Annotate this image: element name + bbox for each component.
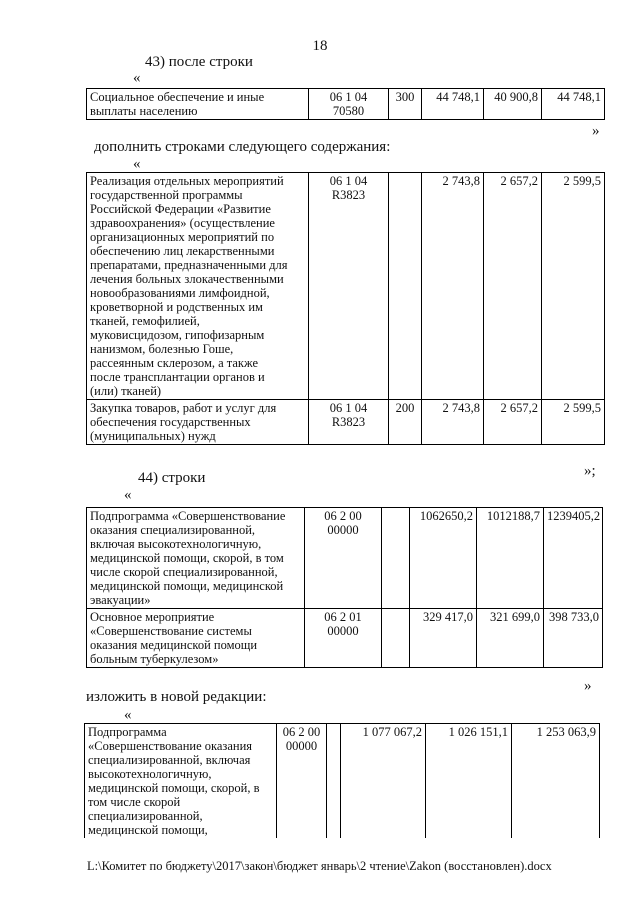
row-name-line: медицинской помощи, скорой, в — [88, 781, 260, 795]
item-44-open-quote: « — [124, 487, 132, 503]
item-43-heading: 43) после строки — [145, 54, 253, 70]
row-name-line: медицинской помощи, скорой, в том — [90, 551, 284, 565]
row-value-1: 329 417,0 — [410, 609, 477, 668]
row-expense-type — [382, 609, 410, 668]
row-name — [87, 609, 305, 668]
item-43-after-table — [86, 88, 605, 120]
item-44-close-quote: » — [584, 678, 592, 694]
row-expense-type — [389, 173, 422, 400]
row-name-line: лечения больных злокачественными — [90, 272, 284, 286]
row-name-line: высокотехнологичную, — [88, 767, 212, 781]
row-name-line: «Совершенствование системы — [90, 624, 252, 638]
row-code-line: R3823 — [331, 188, 366, 202]
row-code-line: 00000 — [327, 523, 359, 537]
item-43-new-rows-table — [86, 172, 605, 445]
row-expense-type: 200 — [389, 400, 422, 445]
row-name-line: обеспечения государственных — [90, 415, 251, 429]
item-43-add-heading: дополнить строками следующего содержания: — [94, 139, 391, 155]
row-code-line: 06 2 00 — [282, 725, 321, 739]
item-44-old-rows-table — [86, 507, 603, 668]
row-expense-type: 300 — [389, 89, 422, 120]
row-code-line: 06 1 04 — [329, 174, 368, 188]
item-43-close-quote: » — [592, 123, 600, 139]
table-row — [87, 400, 605, 445]
row-name-line: специализированной, включая — [88, 753, 251, 767]
row-name-line: Закупка товаров, работ и услуг для — [90, 401, 277, 415]
item-44-new-open-quote: « — [124, 707, 132, 723]
row-value-3: 1 253 063,9 — [512, 724, 600, 839]
table-row — [87, 173, 605, 400]
row-name-line: включая высокотехнологичную, — [90, 537, 262, 551]
table-row — [87, 609, 603, 668]
row-name-line: Подпрограмма «Совершенствование — [90, 509, 286, 523]
row-code-line: 00000 — [327, 624, 359, 638]
row-value-1: 2 743,8 — [422, 173, 484, 400]
row-name — [87, 89, 309, 120]
row-name-line: эвакуации» — [90, 593, 151, 607]
row-value-1: 2 743,8 — [422, 400, 484, 445]
row-value-2: 321 699,0 — [477, 609, 544, 668]
row-name-line: государственной программы — [90, 188, 243, 202]
row-value-3: 398 733,0 — [544, 609, 603, 668]
row-name-line: новообразованиями лимфоидной, — [90, 286, 270, 300]
row-code-line: 06 2 00 — [324, 509, 362, 523]
row-code — [309, 400, 389, 445]
row-name — [87, 400, 309, 445]
row-name-line: организационных мероприятий по — [90, 230, 275, 244]
row-value-3: 2 599,5 — [542, 173, 605, 400]
item-43-open-quote: « — [133, 70, 141, 86]
row-name-line: препаратами, предназначенными для — [90, 258, 288, 272]
row-name — [87, 508, 305, 609]
row-name — [87, 173, 309, 400]
row-name-line: после трансплантации органов и — [90, 370, 265, 384]
row-name-line: оказания медицинской помощи — [90, 638, 258, 652]
row-value-2: 2 657,2 — [484, 173, 542, 400]
row-name-line: Российской Федерации «Развитие — [90, 202, 271, 216]
row-name-line: медицинской помощи, — [88, 823, 208, 837]
row-name-line: больным туберкулезом» — [90, 652, 219, 666]
row-name-line: медицинской помощи, медицинской — [90, 579, 284, 593]
row-code-line: 06 1 04 — [329, 401, 368, 415]
row-value-1: 1 077 067,2 — [341, 724, 426, 839]
row-name-line: обеспечению лиц лекарственными — [90, 244, 275, 258]
row-name-line: здравоохранения» (осуществление — [90, 216, 275, 230]
row-name-line: рассеянным склерозом, а также — [90, 356, 259, 370]
row-name-line: оказания специализированной, — [90, 523, 256, 537]
table-row — [87, 508, 603, 609]
row-name-line: Основное мероприятие — [90, 610, 215, 624]
row-value-3: 2 599,5 — [542, 400, 605, 445]
row-code-line: 06 2 01 — [324, 610, 362, 624]
row-code-line: 00000 — [285, 739, 318, 753]
table-row — [87, 89, 605, 120]
row-name-line: специализированной, — [88, 809, 203, 823]
row-code — [309, 89, 389, 120]
row-name-line: (муниципальных) нужд — [90, 429, 216, 443]
row-value-3: 44 748,1 — [542, 89, 605, 120]
row-name-line: том числе скорой — [88, 795, 181, 809]
row-name-line: числе скорой специализированной, — [90, 565, 278, 579]
row-value-1: 1062650,2 — [410, 508, 477, 609]
row-value-1: 44 748,1 — [422, 89, 484, 120]
row-name-line: муковисцидозом, гипофизарным — [90, 328, 265, 342]
row-code-line: 06 1 04 — [329, 90, 368, 104]
row-name-line: нанизмом, болезнью Гоше, — [90, 342, 234, 356]
row-code-line: 70580 — [332, 104, 365, 118]
row-name — [85, 724, 277, 839]
row-code — [305, 508, 382, 609]
item-44-heading: 44) строки — [138, 470, 206, 486]
row-value-2: 1012188,7 — [477, 508, 544, 609]
row-expense-type — [327, 724, 341, 839]
row-name-line: выплаты населению — [90, 104, 198, 118]
row-expense-type — [382, 508, 410, 609]
page-number: 18 — [312, 38, 328, 54]
row-code — [309, 173, 389, 400]
row-name-line: Подпрограмма — [88, 725, 167, 739]
row-value-2: 40 900,8 — [484, 89, 542, 120]
row-code-line: R3823 — [331, 415, 366, 429]
footer-file-path: L:\Комитет по бюджету\2017\закон\бюджет январь\2 чтение\Zakon (восстановлен).docx — [87, 859, 552, 873]
row-name-line: тканей, гемофилией, — [90, 314, 200, 328]
row-code — [277, 724, 327, 839]
row-value-2: 1 026 151,1 — [426, 724, 512, 839]
row-name-line: Реализация отдельных мероприятий — [90, 174, 284, 188]
row-value-2: 2 657,2 — [484, 400, 542, 445]
row-value-3: 1239405,2 — [544, 508, 603, 609]
table-row — [85, 724, 600, 839]
row-name-line: «Совершенствование оказания — [88, 739, 253, 753]
row-name-line: кроветворной и родственных им — [90, 300, 263, 314]
row-name-line: (или) тканей) — [90, 384, 162, 398]
item-44-new-heading: изложить в новой редакции: — [86, 689, 267, 705]
row-name-line: Социальное обеспечение и иные — [90, 90, 265, 104]
item-44-new-edition-table — [84, 723, 600, 838]
item-43-add-close-quote: »; — [584, 463, 596, 479]
item-43-add-open-quote: « — [133, 156, 141, 172]
row-code — [305, 609, 382, 668]
